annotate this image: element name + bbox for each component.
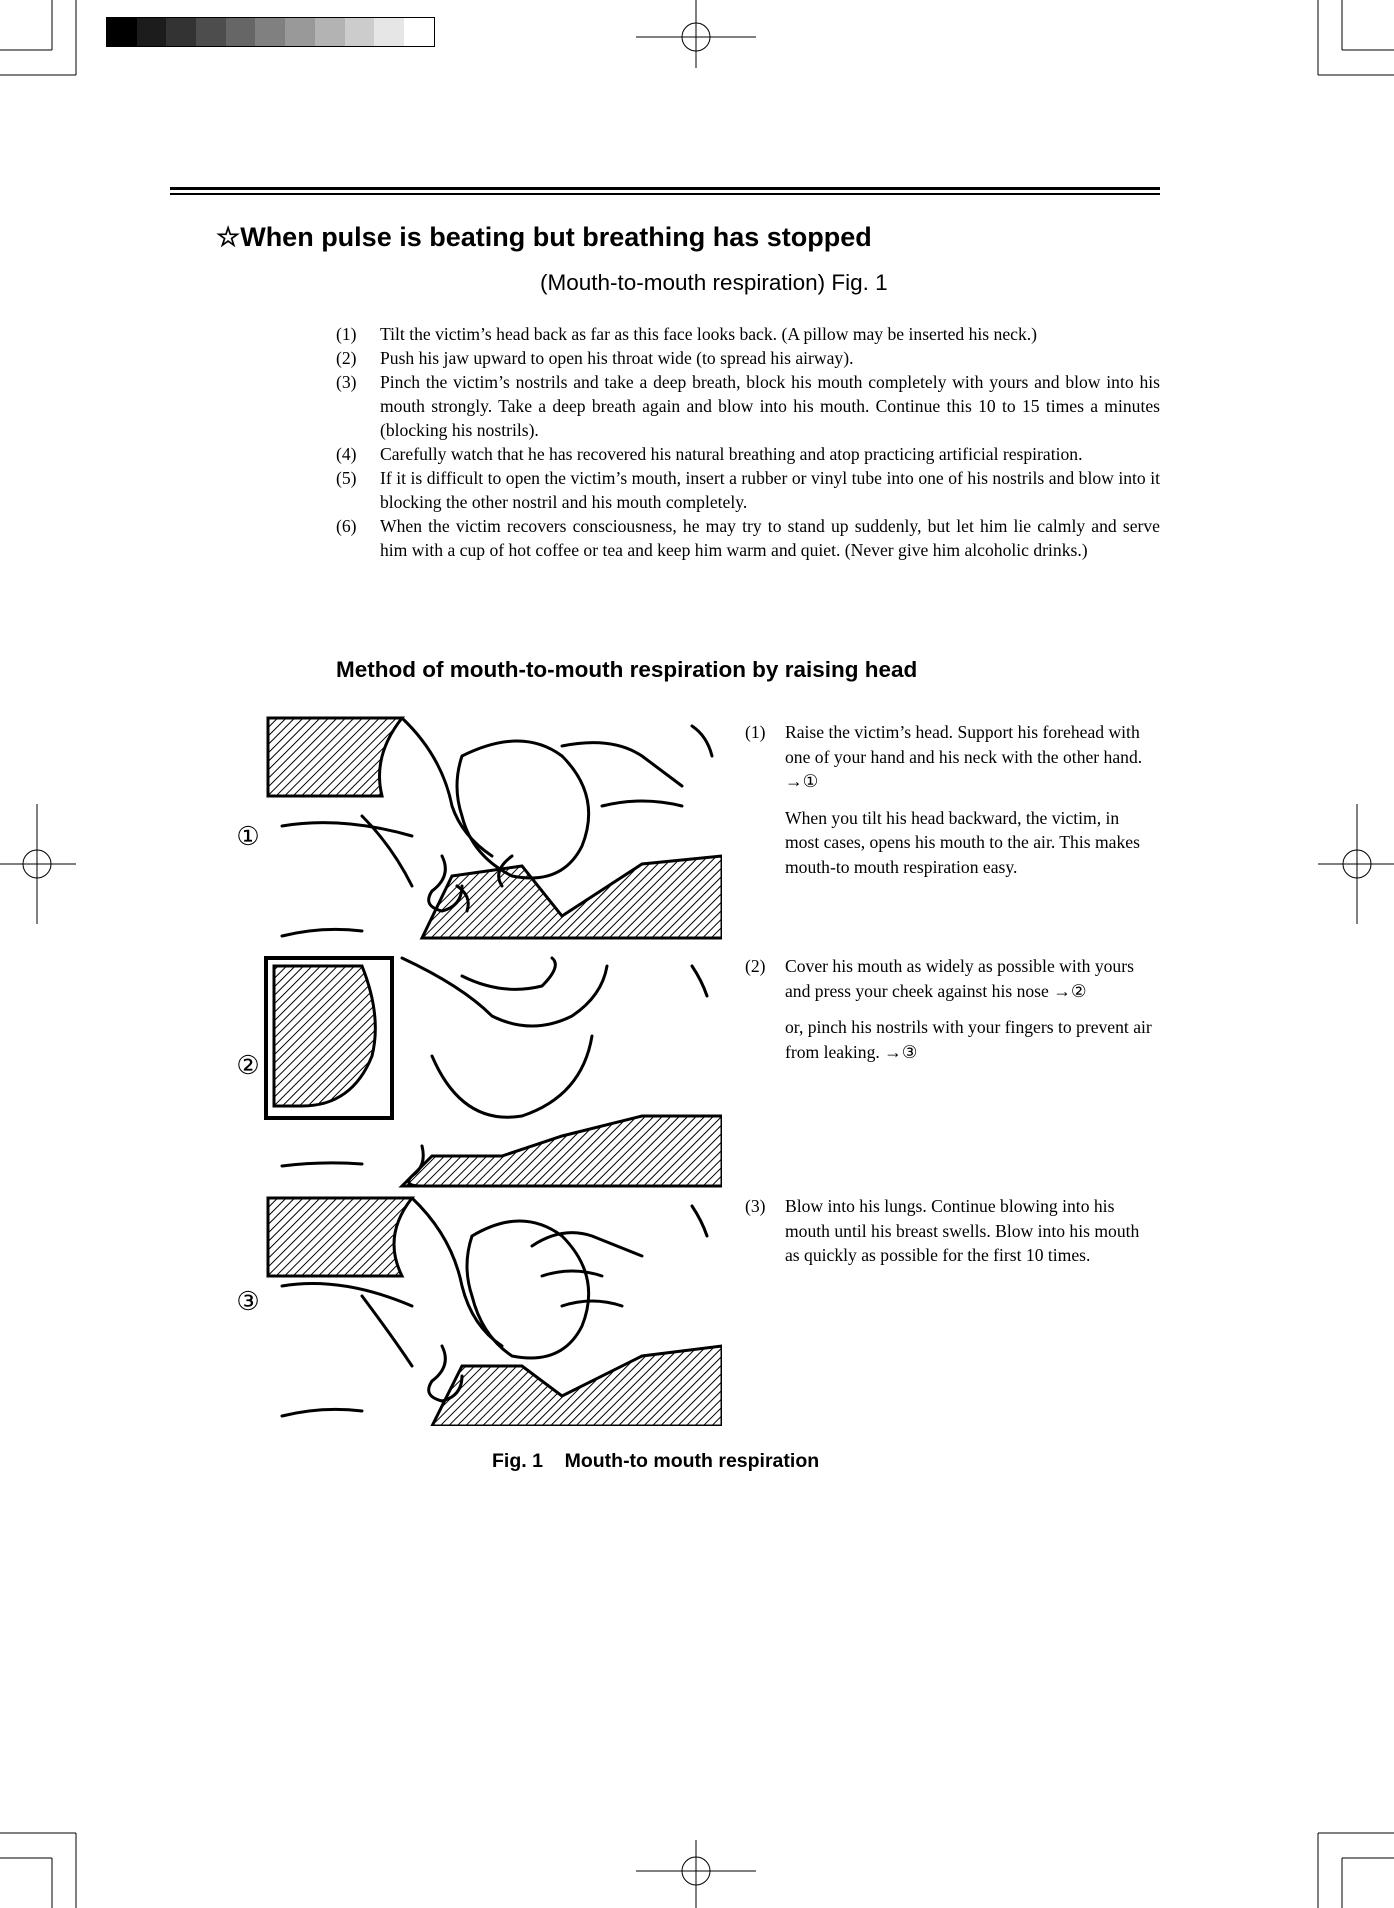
header-rule-thick [170, 187, 1160, 190]
page-heading: ☆When pulse is beating but breathing has stopped [216, 222, 872, 252]
figure-label-1: ① [236, 820, 260, 851]
instruction-list [336, 322, 1160, 562]
figure-1-step-1-illustration [262, 716, 722, 1426]
page-subheading: (Mouth-to-mouth respiration) Fig. 1 [540, 270, 888, 295]
list-item: (2) Push his jaw upward to open his throat wide (to spread his airway). [336, 348, 854, 368]
header-rule-thin [170, 193, 1160, 195]
list-item: (3) Pinch the victim’s nostrils and take a deep breath, block his mouth completely with yours and blow into his mouth strongly. Take a deep breath again and blow into his mouth. Continue this 10 to 15 times a minutes (blocking his nostrils). [336, 372, 1160, 440]
description-step-2: (2) Cover his mouth as widely as possible with yours and press your cheek against his nose →② or, pinch his nostrils with your fingers to prevent air from leaking. →③ [745, 956, 1152, 1062]
grayscale-calibration-bar [106, 17, 435, 47]
figure-label-3: ③ [236, 1285, 260, 1316]
list-item: (5) If it is difficult to open the victim’s mouth, insert a rubber or vinyl tube into one of his nostrils and blow into it blocking the other nostril and his mouth completely. [336, 468, 1160, 512]
figure-label-2: ② [236, 1049, 260, 1080]
list-item: (4) Carefully watch that he has recovered his natural breathing and atop practicing artificial respiration. [336, 444, 1083, 464]
list-item: (6) When the victim recovers consciousness, he may try to stand up suddenly, but let him lie calmly and serve him with a cup of hot coffee or tea and keep him warm and quiet. (Never give him alcoholic drinks.) [336, 516, 1160, 560]
section-title: Method of mouth-to-mouth respiration by raising head [336, 657, 918, 682]
description-step-1: (1) Raise the victim’s head. Support his forehead with one of your hand and his neck with the other hand. →① When you tilt his head backward, the victim, in most cases, opens his mouth to the air. This makes mouth-to mouth respiration easy. [745, 722, 1143, 877]
list-item: (1) Tilt the victim’s head back as far as this face looks back. (A pillow may be inserted his neck.) [336, 324, 1037, 344]
description-step-3: (3) Blow into his lungs. Continue blowing into his mouth until his breast swells. Blow into his mouth as quickly as possible for the first 10 times. [745, 1196, 1140, 1265]
figure-caption: Fig. 1 Mouth-to mouth respiration [492, 1450, 820, 1472]
